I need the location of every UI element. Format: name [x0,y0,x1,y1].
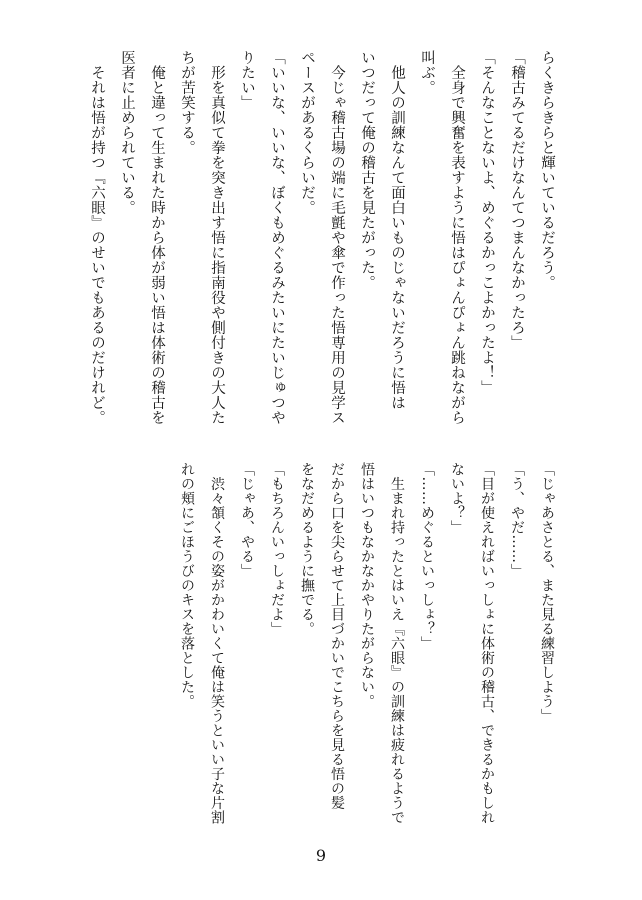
text-column: ちが苦笑する。 [179,50,195,155]
text-column: ペースがあるくらいだ。 [299,50,315,215]
text-column: 「じゃあさとる、また見る練習しよう」 [539,462,555,723]
text-column: らくきらきらと輝いているだろう。 [539,50,555,290]
text-column: 渋々頷くその姿がかわいくて俺は笑うといい子な片割 [209,462,225,825]
text-column: 悟はいつもなかなかやりたがらない。 [359,462,375,709]
text-column: 「もちろんいっしょだよ」 [269,462,285,636]
text-column: 医者に止められている。 [119,50,135,215]
lower-text-block [172,462,562,825]
text-column: 形を真似て拳を突き出す悟に指南役や側付きの大人た [209,50,225,425]
text-column: 「いいな、いいな、ぼくもめぐるみたいにたいじゅつや [269,50,285,425]
text-column: いつだって俺の稽古を見たがった。 [359,50,375,290]
text-column: それは悟が持つ『六眼』のせいでもあるのだけれど。 [89,50,105,425]
text-column: 「う、やだ……」 [509,462,525,578]
page-number: 9 [315,846,327,865]
upper-text-block [82,50,562,425]
text-column: 叫ぶ。 [419,50,435,95]
text-column: 俺と違って生まれた時から体が弱い悟は体術の稽古を [149,50,165,425]
text-column: をなだめるように撫でる。 [299,462,315,636]
text-column: ないよ？」 [449,462,465,535]
text-column: 全身で興奮を表すように悟はぴょんぴょん跳ねながら [449,50,465,425]
text-column: 他人の訓練なんて面白いものじゃないだろうに悟は [389,50,405,410]
text-column: 「目が使えればいっしょに体術の稽古、できるかもしれ [479,462,495,825]
text-column: 「じゃあ、やる」 [239,462,255,578]
text-column: 「……めぐるといっしょ？」 [419,462,435,651]
text-column: 生まれ持ったとはいえ『六眼』の訓練は疲れるようで [389,462,405,825]
text-column: だから口を尖らせて上目づかいでこちらを見る悟の髪 [329,462,345,810]
text-column: 「稽古みてるだけなんてつまんなかったろ」 [509,50,525,350]
text-column: りたい」 [239,50,255,110]
text-column: 「そんなことないよ、めぐるかっこよかったよ！」 [479,50,495,395]
text-column: れの頬にごほうびのキスを落とした。 [179,462,195,709]
text-column: 今じゃ稽古場の端に毛氈や傘で作った悟専用の見学ス [329,50,345,425]
